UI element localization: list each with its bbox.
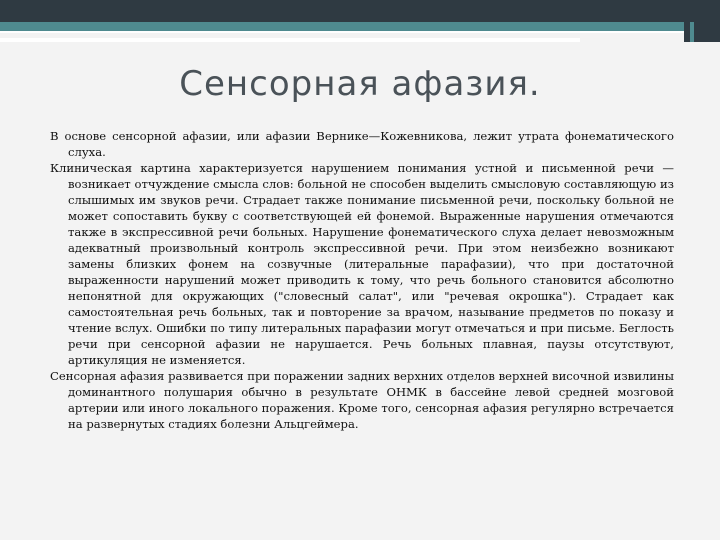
header-divider <box>0 31 720 33</box>
paragraph-3: Сенсорная афазия развивается при поражении задних верхних отделов верхней височной извилины доминантного полушария обычно в результате ОНМК в бассейне левой средней мозговой артерии или иного локального поражения. Кроме того, сенсорная афазия регулярно встречается на развернутых стадиях болезни Альцгеймера. <box>50 369 674 431</box>
header-band <box>0 0 720 22</box>
paragraph-2: Клиническая картина характеризуется нарушением понимания устной и письменной речи — возникает отчуждение смысла слов: больной не способен выделить смысловую составляющую из слышимых им звуков речи. Страдает также понимание письменной речи, поскольку больной не может сопоставить букву с соответствующей ей фонемой. Выраженные нарушения отмечаются также в экспрессивной речи больных. Нарушение фонематического слуха делает невозможным адекватный произвольный контроль экспрессивной речи. При этом неизбежно возникают замены близких фонем на созвучные (литеральные парафазии), что при достаточной выраженности нарушений может приводить к тому, что речь больного становится абсолютно непонятной для окружающих ("словесный салат", или "речевая окрошка"). Страдает как самостоятельная речь больных, так и повторение за врачом, называние предметов по показу и чтение вслух. Ошибки по типу литеральных парафазии могут отмечаться и при письме. Беглость речи при сенсорной афазии не нарушается. Речь больных плавная, паузы отсутствуют, артикуляция не изменяется. <box>50 161 674 367</box>
slide-body <box>50 128 674 432</box>
slide-title: Сенсорная афазия. <box>179 64 541 104</box>
title-rule <box>0 38 580 42</box>
corner-decoration <box>684 0 720 42</box>
header-accent-band <box>0 22 720 31</box>
paragraph-1: В основе сенсорной афазии, или афазии Вернике—Кожевникова, лежит утрата фонематического слуха. <box>50 129 674 159</box>
